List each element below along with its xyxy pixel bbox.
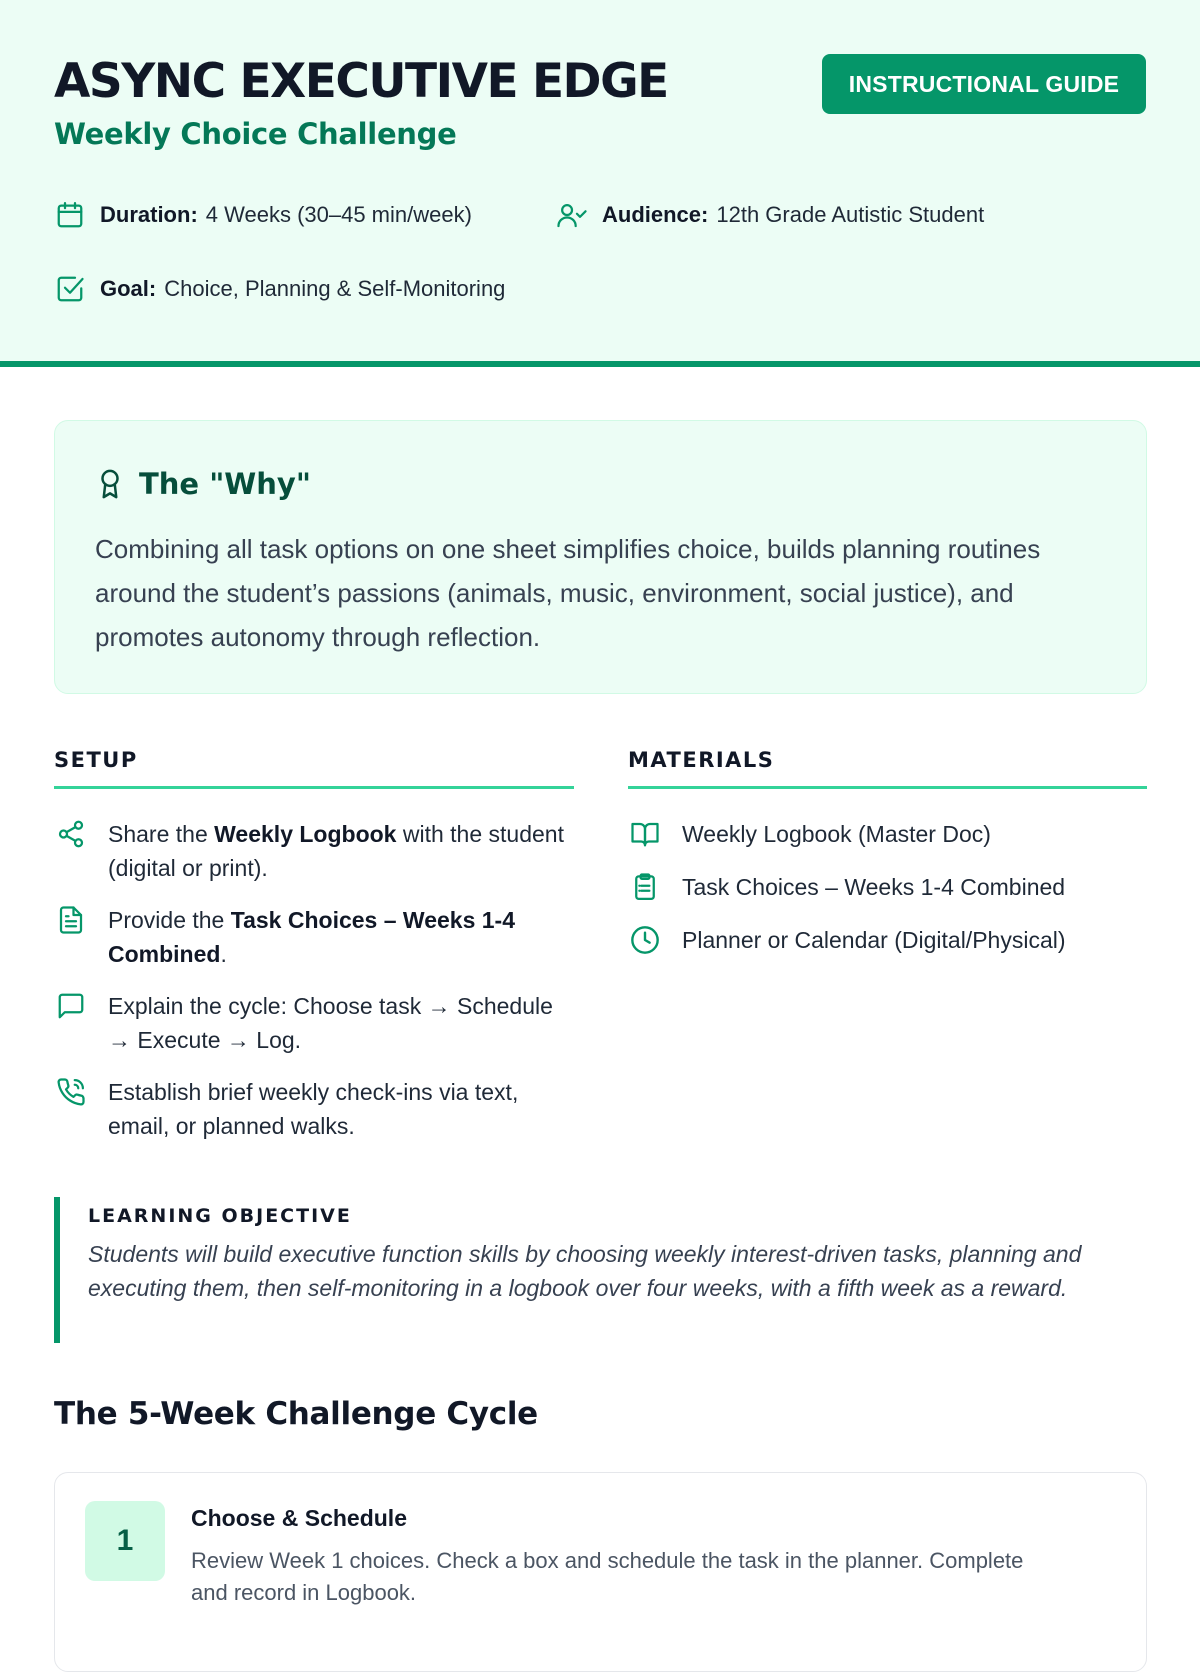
- user-check-icon: [556, 199, 588, 231]
- step-description: Review Week 1 choices. Check a box and schedule the task in the planner. Complete and record in Logbook.: [191, 1548, 1024, 1605]
- setup-item: [54, 817, 574, 885]
- materials-item-text: Planner or Calendar (Digital/Physical): [682, 927, 1066, 953]
- step-title: Choose & Schedule: [191, 1505, 407, 1531]
- setup-divider: [54, 786, 574, 789]
- goal-label: Goal:: [100, 276, 157, 301]
- setup-item: [54, 903, 574, 971]
- setup-item: [54, 989, 574, 1057]
- header: [0, 0, 1200, 367]
- clipboard-icon: [628, 870, 662, 904]
- learning-objective: [54, 1197, 1147, 1343]
- materials-item-text: Task Choices – Weeks 1-4 Combined: [682, 874, 1066, 900]
- setup-item-text: Share the: [108, 821, 215, 847]
- objective-text: Students will build executive function skills by choosing weekly interest-driven tasks, planning and executing them, then self-monitoring in a logbook over four weeks, with a fifth week as a reward.: [88, 1241, 1082, 1301]
- share-icon: [54, 817, 88, 851]
- document-icon: [54, 903, 88, 937]
- instructional-guide-badge: INSTRUCTIONAL GUIDE: [822, 54, 1146, 114]
- why-callout: [54, 420, 1147, 694]
- step-card: [54, 1472, 1147, 1672]
- setup-item-bold: Task Choices – Weeks 1-4 Combined: [108, 907, 515, 967]
- audience-value: 12th Grade Autistic Student: [716, 202, 985, 227]
- phone-icon: [54, 1075, 88, 1109]
- clock-icon: [628, 923, 662, 957]
- duration-value: 4 Weeks (30–45 min/week): [205, 202, 472, 227]
- setup-item-text: Establish brief weekly check-ins via text, email, or planned walks.: [108, 1079, 519, 1139]
- materials-item: [628, 923, 1147, 957]
- setup-item-text: .: [220, 941, 227, 967]
- step-number: 1: [85, 1501, 165, 1581]
- audience-label: Audience:: [602, 202, 709, 227]
- setup-item: [54, 1075, 574, 1143]
- meta-goal: [54, 273, 505, 305]
- goal-value: Choice, Planning & Self-Monitoring: [164, 276, 506, 301]
- why-title: The "Why": [139, 467, 311, 501]
- page-title: ASYNC EXECUTIVE EDGE: [54, 54, 668, 109]
- book-icon: [628, 817, 662, 851]
- meta-duration: [54, 199, 472, 231]
- calendar-icon: [54, 199, 86, 231]
- duration-label: Duration:: [100, 202, 198, 227]
- message-icon: [54, 989, 88, 1023]
- materials-divider: [628, 786, 1147, 789]
- cycle-heading: The 5-Week Challenge Cycle: [54, 1396, 538, 1432]
- setup-item-text: Explain the cycle: Choose task → Schedule → Execute → Log.: [108, 993, 553, 1053]
- setup-item-bold: Weekly Logbook: [214, 821, 397, 847]
- checkbox-icon: [54, 273, 86, 305]
- materials-item: [628, 870, 1147, 904]
- why-text: Combining all task options on one sheet simplifies choice, builds planning routines around the student’s passions (animals, music, environment, social justice), and promotes autonomy through reflection.: [95, 534, 1041, 652]
- award-icon: [95, 467, 125, 501]
- materials-item-text: Weekly Logbook (Master Doc): [682, 821, 991, 847]
- page-subtitle: Weekly Choice Challenge: [54, 117, 457, 151]
- setup-item-text: Provide the: [108, 907, 231, 933]
- materials-heading: MATERIALS: [628, 748, 775, 772]
- setup-heading: SETUP: [54, 748, 138, 772]
- materials-item: [628, 817, 1147, 851]
- setup-item-text: with the student (digital or print).: [108, 821, 564, 881]
- meta-audience: [556, 199, 984, 231]
- objective-label: LEARNING OBJECTIVE: [88, 1205, 352, 1227]
